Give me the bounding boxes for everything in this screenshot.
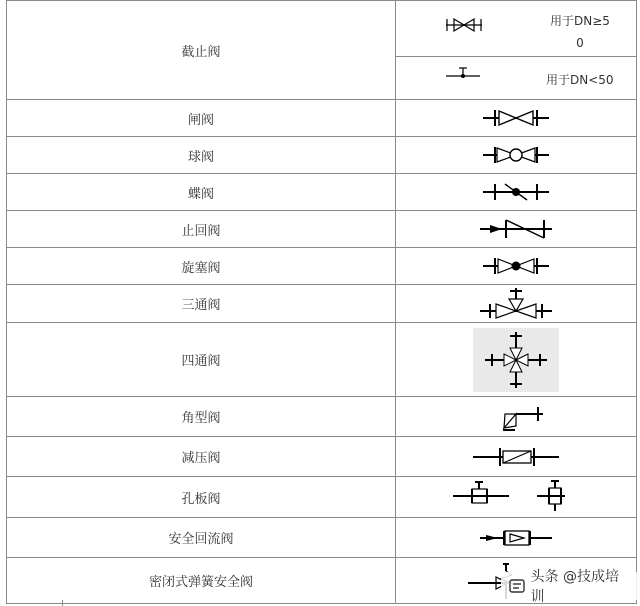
globe-valve-note-small: 用于DN<50 bbox=[546, 73, 614, 87]
globe-valve-large-cell bbox=[396, 1, 637, 57]
four-way-valve-symbol-icon bbox=[473, 328, 559, 392]
check-valve-symbol-icon bbox=[478, 214, 554, 244]
row-name-three-way-valve: 三通阀 bbox=[7, 285, 396, 323]
row-name-pressure-reducing-valve: 减压阀 bbox=[7, 437, 396, 477]
row-name-closed-spring-safety-valve: 密闭式弹簧安全阀 bbox=[7, 558, 396, 604]
four-way-valve-highlight bbox=[473, 328, 559, 392]
three-way-valve-symbol-icon bbox=[478, 287, 554, 321]
valve-symbol-table bbox=[6, 0, 637, 604]
orifice-plate-valve-symbol-icon bbox=[451, 479, 581, 515]
watermark-text: 头条 @技成培训 bbox=[530, 569, 619, 605]
table-bottom-divider bbox=[62, 600, 63, 606]
watermark bbox=[501, 569, 640, 605]
gate-valve-symbol-icon bbox=[481, 103, 551, 133]
angle-valve-symbol-icon bbox=[481, 400, 551, 434]
butterfly-valve-symbol-icon bbox=[481, 177, 551, 207]
row-name-butterfly-valve: 蝶阀 bbox=[7, 174, 396, 211]
row-name-gate-valve: 闸阀 bbox=[7, 100, 396, 137]
row-name-ball-valve: 球阀 bbox=[7, 137, 396, 174]
globe-valve-small-cell bbox=[396, 57, 637, 100]
plug-valve-symbol-icon bbox=[481, 251, 551, 281]
row-name-four-way-valve: 四通阀 bbox=[7, 323, 396, 397]
safety-return-valve-symbol-icon bbox=[478, 523, 554, 553]
row-name-safety-return-valve: 安全回流阀 bbox=[7, 518, 396, 558]
row-name-angle-valve: 角型阀 bbox=[7, 397, 396, 437]
globe-valve-note-large: 用于DN≥5 0 bbox=[550, 14, 610, 50]
pressure-reducing-valve-symbol-icon bbox=[471, 442, 561, 472]
row-name-orifice-plate-valve: 孔板阀 bbox=[7, 477, 396, 518]
row-name-plug-valve: 旋塞阀 bbox=[7, 248, 396, 285]
toutiao-logo-icon bbox=[509, 578, 525, 594]
row-name-globe-valve: 截止阀 bbox=[7, 1, 396, 100]
ball-valve-symbol-icon bbox=[481, 140, 551, 170]
row-name-check-valve: 止回阀 bbox=[7, 211, 396, 248]
